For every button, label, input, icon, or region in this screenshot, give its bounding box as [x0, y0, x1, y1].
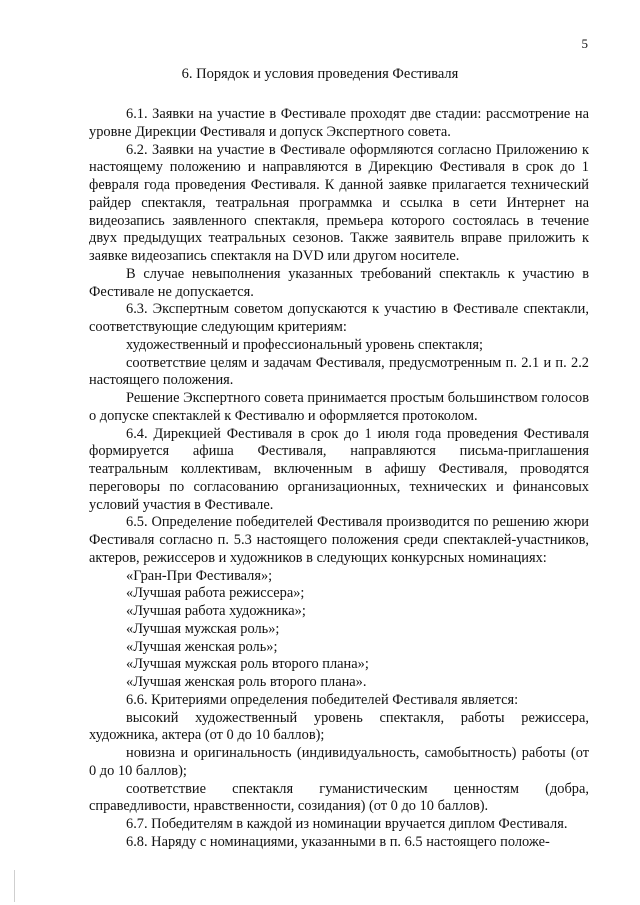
paragraph-6-5: 6.5. Определение победителей Фестиваля производится по решению жюри Фестиваля согласно п. 5.3 настоящего положения среди спектаклей-участников, актеров, режиссеров и художников в следующих конкурсных номинациях:: [89, 514, 589, 566]
nomination-best-actor: «Лучшая мужская роль»;: [126, 620, 280, 637]
page-number: 5: [581, 36, 588, 51]
paragraph-6-2: 6.2. Заявки на участие в Фестивале оформляются согласно Приложению к настоящему положению и направляются в Дирекцию Фестиваля в срок до 1 февраля года проведения Фестиваля. К данной заявке прилагается технический райдер спектакля, театральная программка и ссылка в сети Интернет на видеозапись заявленного спектакля, премьера которого состоялась в течение двух предыдущих театральных сезонов. Также заявитель вправе приложить к заявке видеозапись спектакля на DVD или другом носителе.: [89, 141, 589, 264]
scan-edge-mark: [14, 870, 15, 902]
nomination-best-director: «Лучшая работа режиссера»;: [126, 585, 305, 602]
paragraph-6-6: 6.6. Критериями определения победителей Фестиваля является:: [126, 691, 519, 708]
section-heading: 6. Порядок и условия проведения Фестиваля: [181, 66, 459, 82]
paragraph-6-8: 6.8. Наряду с номинациями, указанными в п. 6.5 настоящего положе-: [126, 833, 550, 850]
paragraph-6-3: 6.3. Экспертным советом допускаются к участию в Фестивале спектакли, соответствующие следующим критериям:: [89, 301, 589, 335]
paragraph-expert-decision: Решение Экспертного совета принимается простым большинством голосов о допуске спектаклей к Фестивалю и оформляется протоколом.: [89, 390, 589, 424]
criterion-artistic-level: художественный и профессиональный уровень спектакля;: [126, 336, 483, 353]
paragraph-non-compliance: В случае невыполнения указанных требований спектакль к участию в Фестивале не допускается.: [89, 265, 589, 300]
nomination-best-artist: «Лучшая работа художника»;: [126, 603, 306, 619]
criterion-goals: соответствие целям и задачам Фестиваля, предусмотренным п. 2.1 и п. 2.2 настоящего положения.: [89, 354, 589, 389]
nomination-best-actress: «Лучшая женская роль»;: [126, 638, 278, 655]
nomination-grand-prix: «Гран-При Фестиваля»;: [126, 567, 273, 584]
criterion-novelty: новизна и оригинальность (индивидуальность, самобытность) работы (от 0 до 10 баллов);: [89, 745, 589, 779]
paragraph-6-4: 6.4. Дирекцией Фестиваля в срок до 1 июля года проведения Фестиваля формируется афиша Фестиваля, направляются письма-приглашения театральным коллективам, включенным в афишу Фестиваля, проводятся переговоры по согласованию организационных, технических и финансовых условий участия в Фестивале.: [89, 425, 589, 513]
criterion-humanistic-values: соответствие спектакля гуманистическим ценностям (добра, справедливости, нравственности, созидания) (от 0 до 10 баллов).: [89, 780, 589, 815]
criterion-high-level: высокий художественный уровень спектакля, работы режиссера, художника, актера (от 0 до 10 баллов);: [89, 709, 589, 744]
nomination-best-supporting-actor: «Лучшая мужская роль второго плана»;: [126, 656, 369, 673]
section-body: [89, 106, 589, 852]
paragraph-6-7: 6.7. Победителям в каждой из номинации вручается диплом Фестиваля.: [126, 816, 568, 832]
nomination-best-supporting-actress: «Лучшая женская роль второго плана».: [126, 674, 367, 690]
paragraph-6-1: 6.1. Заявки на участие в Фестивале проходят две стадии: рассмотрение на уровне Дирекции Фестиваля и допуск Экспертного совета.: [89, 106, 589, 140]
